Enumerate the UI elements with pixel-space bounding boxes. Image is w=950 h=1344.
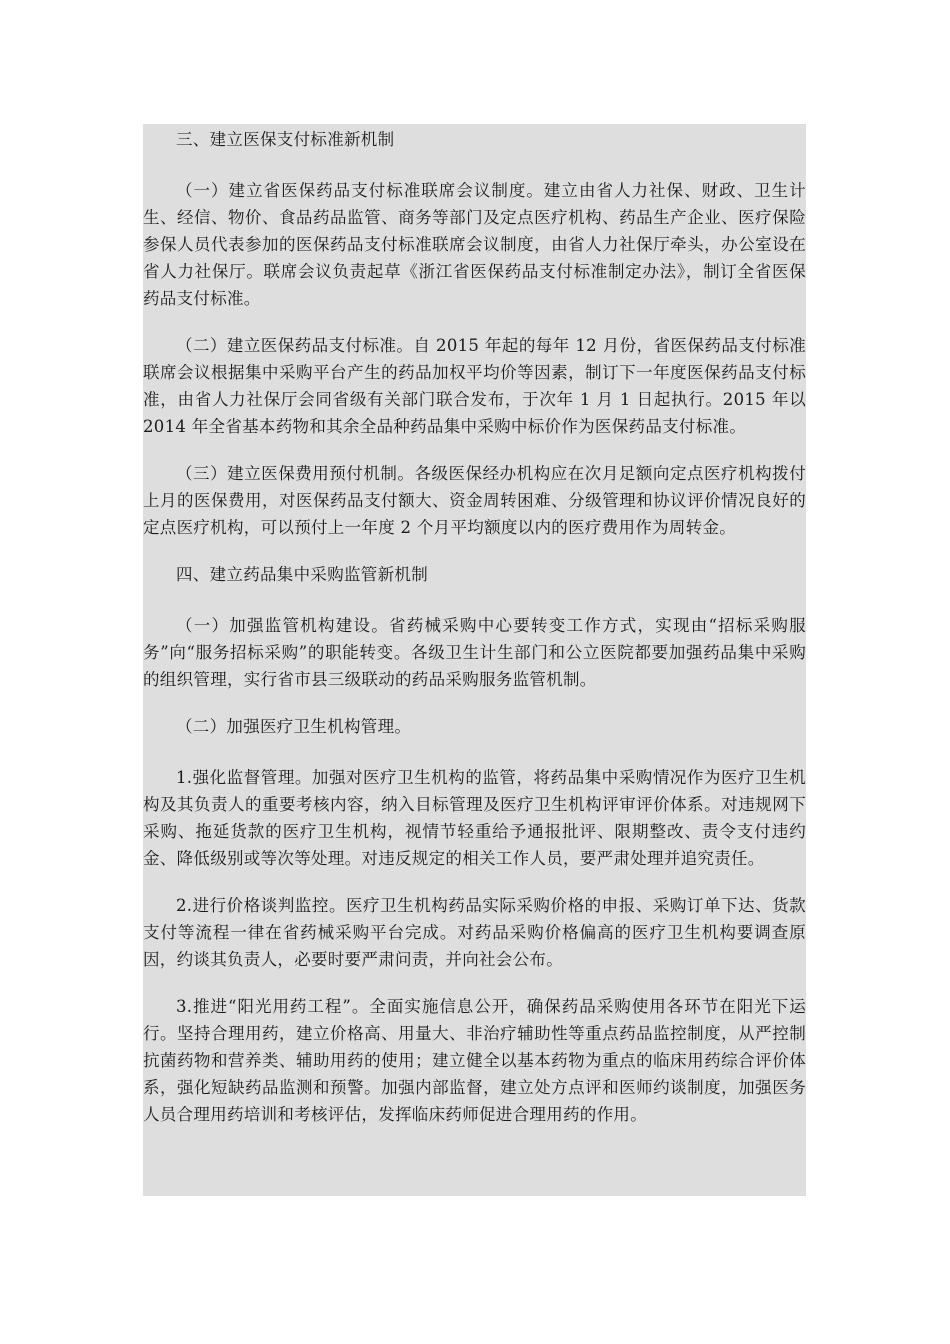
section-heading-4: 四、建立药品集中采购监管新机制 xyxy=(176,565,428,584)
paragraph-3-1: （一）建立省医保药品支付标准联席会议制度。建立由省人力社保、财政、卫生计生、经信、物价、食品药品监管、商务等部门及定点医疗机构、药品生产企业、医疗保险参保人员代表参加的医保药品支付标准联席会议制度，由省人力社保厅牵头，办公室设在省人力社保厅。联席会议负责起草《浙江省医保药品支付标准制定办法》，制订全省医保药品支付标准。 xyxy=(143,181,806,308)
document-body xyxy=(143,124,806,1196)
paragraph-4-2-1: 1.强化监督管理。加强对医疗卫生机构的监管，将药品集中采购情况作为医疗卫生机构及其负责人的重要考核内容，纳入目标管理及医疗卫生机构评审评价体系。对违规网下采购、拖延货款的医疗卫生机构，视情节轻重给予通报批评、限期整改、责令支付违约金、降低级别或等次等处理。对违反规定的相关工作人员，要严肃处理并追究责任。 xyxy=(143,768,806,868)
paragraph-4-2-3: 3.推进“阳光用药工程”。全面实施信息公开，确保药品采购使用各环节在阳光下运行。坚持合理用药，建立价格高、用量大、非治疗辅助性等重点药品监控制度，从严控制抗菌药物和营养类、辅助用药的使用；建立健全以基本药物为重点的临床用药综合评价体系，强化短缺药品监测和预警。加强内部监督，建立处方点评和医师约谈制度，加强医务人员合理用药培训和考核评估，发挥临床药师促进合理用药的作用。 xyxy=(143,997,806,1124)
paragraph-3-2: （二）建立医保药品支付标准。自 2015 年起的每年 12 月份，省医保药品支付标准联席会议根据集中采购平台产生的药品加权平均价等因素，制订下一年度医保药品支付标准，由省人力社保厅会同省级有关部门联合发布，于次年 1 月 1 日起执行。2015 年以 2014 年全省基本药物和其余全品种药品集中采购中标价作为医保药品支付标准。 xyxy=(143,336,806,436)
paragraph-3-3: （三）建立医保费用预付机制。各级医保经办机构应在次月足额向定点医疗机构拨付上月的医保费用，对医保药品支付额大、资金周转困难、分级管理和协议评价情况良好的定点医疗机构，可以预付上一年度 2 个月平均额度以内的医疗费用作为周转金。 xyxy=(143,464,806,537)
paragraph-4-2-heading: （二）加强医疗卫生机构管理。 xyxy=(176,717,412,736)
paragraph-4-2-2: 2.进行价格谈判监控。医疗卫生机构药品实际采购价格的申报、采购订单下达、货款支付等流程一律在省药械采购平台完成。对药品采购价格偏高的医疗卫生机构要调查原因，约谈其负责人，必要时要严肃问责，并向社会公布。 xyxy=(143,896,806,969)
section-heading-3: 三、建立医保支付标准新机制 xyxy=(176,130,395,149)
paragraph-4-1: （一）加强监管机构建设。省药械采购中心要转变工作方式，实现由“招标采购服务”向“服务招标采购”的职能转变。各级卫生计生部门和公立医院都要加强药品集中采购的组织管理，实行省市县三级联动的药品采购服务监管机制。 xyxy=(143,616,806,689)
